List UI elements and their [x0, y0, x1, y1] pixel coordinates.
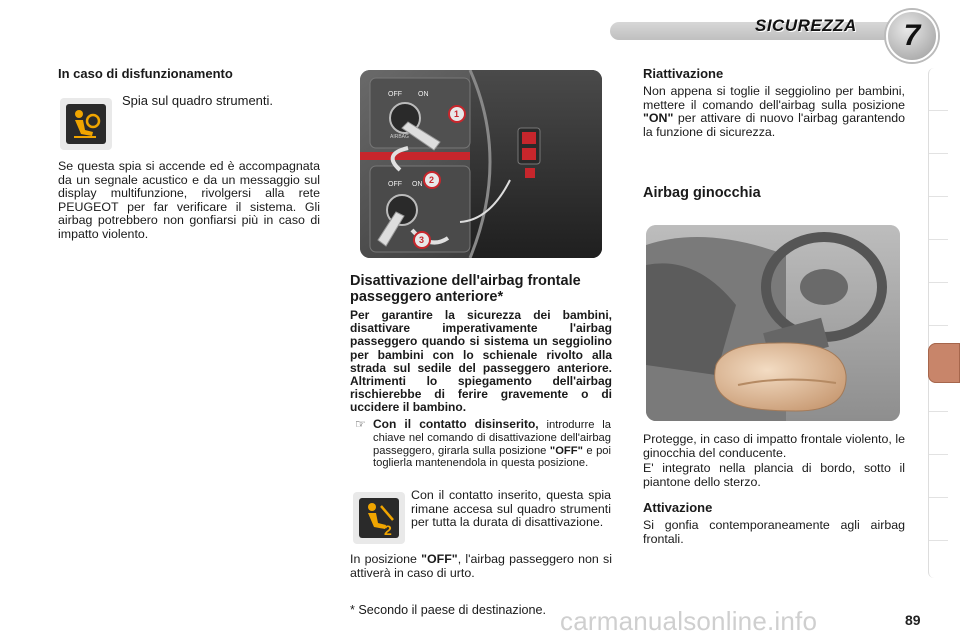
- ignition-off-label: Con il contatto disinserito,: [373, 417, 539, 431]
- off-label: "OFF": [421, 552, 458, 566]
- photo-airbag-label: AIRBAG: [390, 134, 409, 140]
- photo-off-label: OFF: [388, 91, 402, 98]
- deactivation-heading: Disattivazione dell'airbag frontale passeggero anteriore*: [350, 273, 581, 305]
- passenger-airbag-off-icon: [353, 492, 405, 544]
- step-text-a: introdurre la chiave nel comando di disattivazione dell'airbag passeggero, girarla sulla posizione: [373, 419, 611, 457]
- reactivation-text: [643, 85, 905, 139]
- child-safety-warning: Per garantire la sicurezza dei bambini, disattivare imperativamente l'airbag passeggero quando si sistema un seggiolino per bambini con lo schienale rivolto alla strada sul sedile del passeggero anteriore. Altrimenti lo spiegamento dell'airbag rischierebbe di ferire gravemente o di uccidere il bambino.: [350, 308, 612, 415]
- chapter-tab-strip: [928, 68, 948, 578]
- photo-on-label-2: ON: [412, 181, 423, 188]
- activation-text: Si gonfia contemporaneamente agli airbag frontali.: [643, 518, 905, 546]
- indicator-caption: Spia sul quadro strumenti.: [122, 93, 274, 108]
- on-position-label: "ON": [643, 111, 674, 126]
- svg-text:2: 2: [384, 522, 392, 538]
- section-title: SICUREZZA: [755, 16, 857, 35]
- off-position-text: [350, 553, 612, 580]
- footnote: * Secondo il paese di destinazione.: [350, 603, 547, 617]
- reactivation-text-b: per attivare di nuovo l'airbag garantendo la funzione di sicurezza.: [643, 111, 905, 139]
- chapter-number: 7: [903, 19, 921, 52]
- step-3-label: 3: [419, 235, 425, 245]
- step-text-b: e poi toglierla mantenendola in questa posizione.: [373, 444, 611, 470]
- off-text-b: , l'airbag passeggero non si attiverà in caso di urto.: [350, 552, 612, 580]
- knee-airbag-desc: Protegge, in caso di impatto frontale violento, le ginocchia del conducente.: [643, 432, 905, 460]
- photo-off-label-2: OFF: [388, 181, 402, 188]
- indicator-on-text: Con il contatto inserito, questa spia rimane accesa sul quadro strumenti per tutta la durata di disattivazione.: [411, 488, 611, 530]
- photo-on-label: ON: [418, 91, 429, 98]
- off-position-label: "OFF": [549, 444, 583, 457]
- page-number: 89: [905, 612, 921, 628]
- knee-airbag-heading: Airbag ginocchia: [643, 185, 761, 201]
- chapter-badge: [886, 10, 938, 62]
- deactivation-photo: [360, 70, 602, 258]
- knee-airbag-photo: [646, 225, 900, 421]
- airbag-warning-icon: [60, 98, 112, 150]
- malfunction-heading: In caso di disfunzionamento: [58, 66, 233, 81]
- hand-pointer-icon: ☞: [355, 417, 366, 431]
- step-2-label: 2: [429, 175, 435, 185]
- off-text-a: In posizione: [350, 552, 422, 566]
- reactivation-text-a: Non appena si toglie il seggiolino per bambini, mettere il comando dell'airbag sulla posizione: [643, 84, 905, 112]
- knee-airbag-location: E' integrato nella plancia di bordo, sotto il piantone dello sterzo.: [643, 461, 905, 489]
- step-1-label: 1: [454, 109, 460, 119]
- malfunction-body: Se questa spia si accende ed è accompagnata da un segnale acustico e da un messaggio sul display multifunzione, rivolgersi alla rete PEUGEOT per far verificare il sistema. Gli airbag potrebbero non gonfiarsi più in caso di impatto violento.: [58, 159, 320, 241]
- deactivation-step: [373, 418, 611, 470]
- active-chapter-tab[interactable]: [928, 343, 960, 383]
- reactivation-heading: Riattivazione: [643, 66, 724, 81]
- watermark: carmanualsonline.info: [560, 606, 818, 636]
- activation-heading: Attivazione: [643, 500, 713, 515]
